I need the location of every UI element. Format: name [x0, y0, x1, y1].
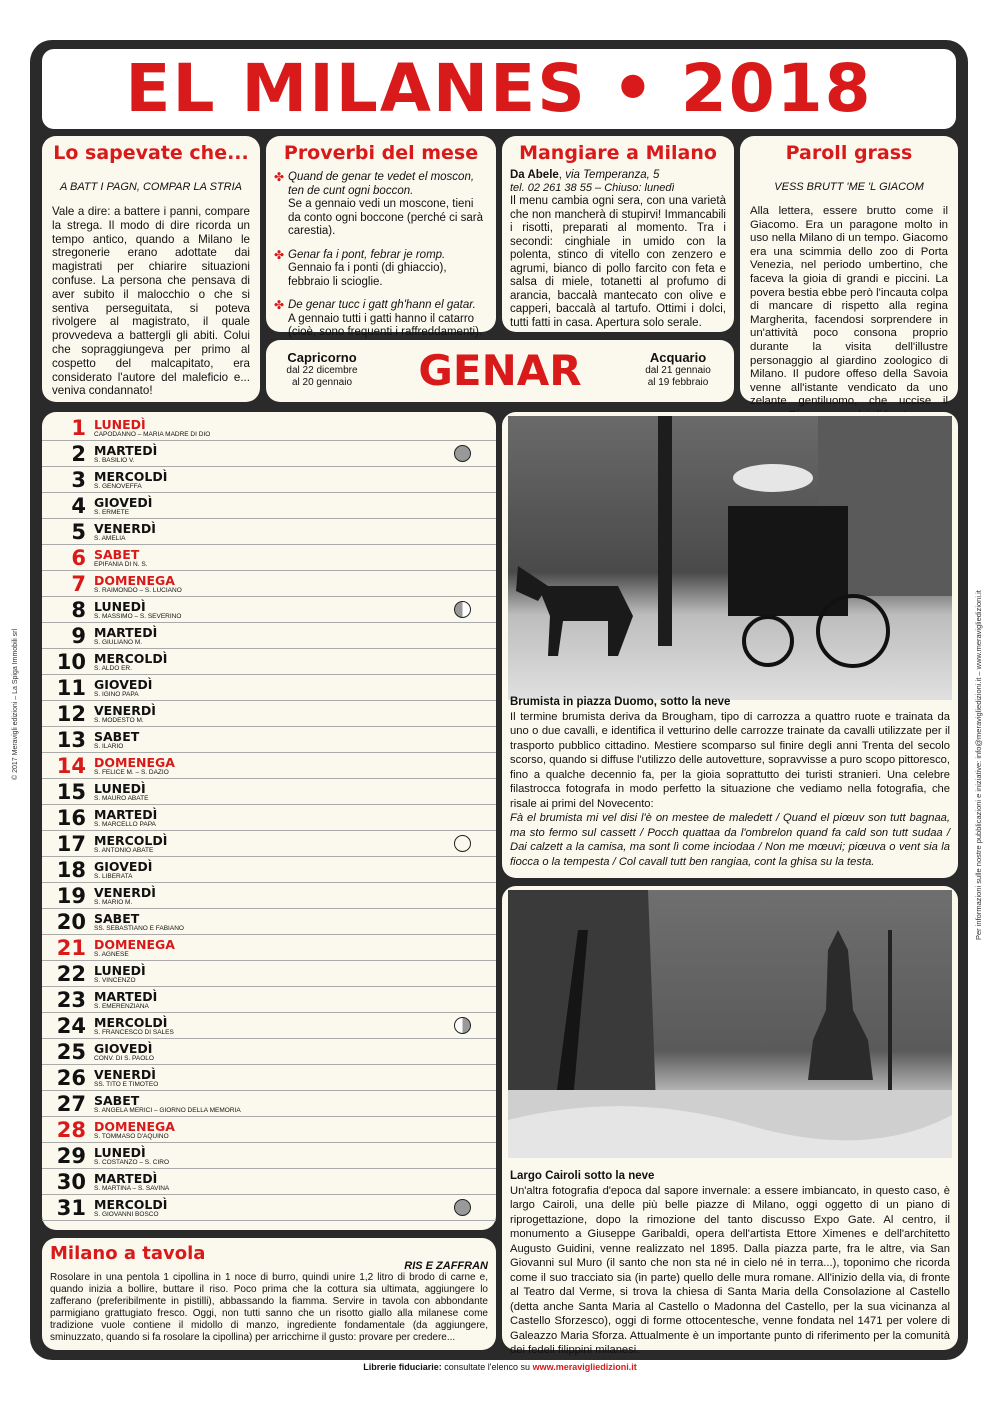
moon-phase-icon	[454, 835, 471, 852]
day-row	[42, 935, 496, 961]
day-row	[42, 1169, 496, 1195]
day-number: 13	[56, 728, 86, 752]
footer-label: Librerie fiduciarie:	[363, 1362, 442, 1372]
cross-icon: ✤	[274, 298, 285, 312]
day-saint: S. RAIMONDO – S. LUCIANO	[94, 587, 182, 594]
day-saint: S. GIOVANNI BOSCO	[94, 1211, 159, 1218]
zodiac-right	[628, 350, 728, 389]
day-row	[42, 987, 496, 1013]
day-weekday: DOMENEGA	[94, 937, 175, 952]
month-banner	[266, 340, 734, 402]
day-weekday: GIOVEDÌ	[94, 859, 153, 874]
day-saint: S. MASSIMO – S. SEVERINO	[94, 613, 182, 620]
proverbs-list	[274, 171, 488, 340]
day-row	[42, 753, 496, 779]
day-weekday: MARTEDÌ	[94, 1171, 158, 1186]
day-number: 29	[56, 1144, 86, 1168]
day-row	[42, 857, 496, 883]
page-title: EL MILANES • 2018	[42, 49, 956, 129]
day-number: 25	[56, 1040, 86, 1064]
day-row	[42, 1143, 496, 1169]
photo2-caption-title: Largo Cairoli sotto la neve	[510, 1170, 655, 1182]
day-weekday: LUNEDÌ	[94, 599, 146, 614]
recipe-box	[42, 1238, 496, 1350]
day-weekday: LUNEDÌ	[94, 963, 146, 978]
day-number: 6	[71, 546, 86, 570]
month-name: GENAR	[418, 346, 582, 395]
recipe-text: Rosolare in una pentola 1 cipollina in 1 noce di burro, quindi unire 1,2 litro di brodo di carne e, quando inizia a bollire, buttare il riso. Poco prima che la cottura sia ultimata, aggiungere lo zafferano (preferibilmente in pistilli), abbassando la fiamma. Servire in tavola con abbondante parmigiano grattugiato fresco. Oggi, non tutti sanno che un risotto giallo alla milanese come tradizione vuole contiene il midollo di manzo, ingrediente fondamentale (da aggiungere, sminuzzato, quando si fa rosolare la cipollina) per arricchirne il gusto: provare per credere...	[50, 1272, 488, 1343]
day-saint: S. ANTONIO ABATE	[94, 847, 154, 854]
day-weekday: SABET	[94, 911, 140, 926]
photo-panel-1	[502, 412, 958, 878]
day-saint: S. VINCENZO	[94, 977, 136, 984]
zodiac-left-dates: dal 22 dicembre al 20 gennaio	[286, 365, 358, 388]
day-row	[42, 675, 496, 701]
footer	[0, 1362, 1000, 1372]
day-row	[42, 961, 496, 987]
did-you-know-subtitle: A BATT I PAGN, COMPAR LA STRIA	[60, 181, 242, 193]
day-number: 19	[56, 884, 86, 908]
day-row	[42, 1195, 496, 1221]
day-row	[42, 1039, 496, 1065]
day-number: 5	[71, 520, 86, 544]
day-number: 18	[56, 858, 86, 882]
day-number: 27	[56, 1092, 86, 1116]
photo1-caption	[510, 695, 950, 869]
info-text: Per informazioni sulle nostre pubblicazioni e iniziative: info@meravigliedizioni.it – www.meravigliedizioni.it	[974, 590, 983, 940]
day-number: 21	[56, 936, 86, 960]
day-row	[42, 727, 496, 753]
footer-text: consultate l'elenco su	[444, 1362, 531, 1372]
moon-phase-icon	[454, 1199, 471, 1216]
recipe-subtitle: RIS E ZAFFRAN	[404, 1260, 488, 1272]
day-saint: S. IGINO PAPA	[94, 691, 139, 698]
day-saint: CONV. DI S. PAOLO	[94, 1055, 154, 1062]
day-row	[42, 909, 496, 935]
day-weekday: LUNEDÌ	[94, 417, 146, 432]
day-number: 1	[71, 416, 86, 440]
day-row	[42, 649, 496, 675]
day-number: 14	[56, 754, 86, 778]
day-number: 30	[56, 1170, 86, 1194]
day-weekday: DOMENEGA	[94, 1119, 175, 1134]
photo2-caption	[510, 1169, 950, 1358]
slang-subtitle: VESS BRUTT 'ME 'L GIACOM	[774, 181, 924, 193]
day-row	[42, 805, 496, 831]
proverb-translation: A gennaio tutti i gatti hanno il catarro (cioè, sono frequenti i raffreddamenti).	[288, 312, 483, 338]
day-saint: S. FELICE M. – S. DAZIO	[94, 769, 169, 776]
day-number: 20	[56, 910, 86, 934]
day-weekday: MARTEDÌ	[94, 807, 158, 822]
restaurant-phone: tel. 02 261 38 55 – Chiuso: lunedì	[510, 182, 675, 194]
day-saint: S. GIULIANO M.	[94, 639, 143, 646]
day-number: 9	[71, 624, 86, 648]
proverb-item	[274, 249, 488, 290]
day-saint: S. MARCELLO PAPA	[94, 821, 156, 828]
day-weekday: MERCOLDÌ	[94, 651, 168, 666]
day-row	[42, 597, 496, 623]
day-saint: S. MARIO M.	[94, 899, 133, 906]
day-weekday: VENERDÌ	[94, 521, 156, 536]
day-saint: S. TOMMASO D'AQUINO	[94, 1133, 169, 1140]
day-weekday: MERCOLDÌ	[94, 833, 168, 848]
day-saint: S. GENOVEFFA	[94, 483, 142, 490]
zodiac-left-sign: Capricorno	[287, 350, 357, 365]
day-row	[42, 831, 496, 857]
day-saint: S. MODESTO M.	[94, 717, 144, 724]
day-number: 2	[71, 442, 86, 466]
day-saint: S. ILARIO	[94, 743, 124, 750]
zodiac-right-sign: Acquario	[649, 350, 707, 365]
photo1-verse: Fà el brumista mi vel disi l'è on mestee de maledett / Quand el piœuv son tutt bagnaa, ma sto fermo sul cassett / Pocch quattaa da l'ombrelon quand fa cald son tutt sudaa / Dai calzett a la camisa, ma sont lì come inciodaa / Non me mœuvi; piœuva o vent sia la fiocca o la tempesta / Col cavall tutt ben rangiaa, cont la ghisa su la testa.	[510, 812, 950, 868]
day-row	[42, 883, 496, 909]
moon-phase-icon	[454, 1017, 471, 1034]
day-saint: EPIFANIA DI N. S.	[94, 561, 148, 568]
day-number: 23	[56, 988, 86, 1012]
day-number: 24	[56, 1014, 86, 1038]
day-weekday: MERCOLDÌ	[94, 1197, 168, 1212]
day-row	[42, 1091, 496, 1117]
day-saint: S. FRANCESCO DI SALES	[94, 1029, 174, 1036]
day-weekday: SABET	[94, 547, 140, 562]
zodiac-right-dates: dal 21 gennaio al 19 febbraio	[645, 365, 711, 388]
moon-phase-icon	[454, 601, 471, 618]
day-weekday: LUNEDÌ	[94, 1145, 146, 1160]
proverb-translation: Se a gennaio vedi un moscone, tieni da conto ogni boccone (perché ci sarà carestia).	[288, 198, 483, 237]
day-saint: S. MARTINA – S. SAVINA	[94, 1185, 170, 1192]
footer-link[interactable]: www.meravigliedizioni.it	[532, 1362, 637, 1372]
day-saint: S. EMERENZIANA	[94, 1003, 149, 1010]
day-row	[42, 1117, 496, 1143]
proverb-translation: Gennaio fa i ponti (di ghiaccio), febbraio li scioglie.	[288, 262, 447, 288]
proverb-item	[274, 171, 488, 239]
day-number: 3	[71, 468, 86, 492]
day-saint: SS. TITO E TIMOTEO	[94, 1081, 159, 1088]
day-number: 11	[56, 676, 86, 700]
day-number: 31	[56, 1196, 86, 1220]
days-list	[42, 412, 496, 1230]
day-saint: S. ERMETE	[94, 509, 130, 516]
day-number: 17	[56, 832, 86, 856]
restaurant-text: Il menu cambia ogni sera, con una varietà che non mancherà di stupirvi! Immancabili i risotti, preparati al momento. Tra i secondi: cinghiale in umido con la polenta, stinco di vitello con zenzero e agrumi, bianco di pollo farcito con feta e salsa di miele, totanetti al profumo di arancia, baccalà mantecato con olive e capperi, baccalà al tartufo. Ottimi i dolci, tutti fatti in casa. Apertura solo serale.	[510, 195, 726, 329]
slang-title: Paroll grass	[785, 142, 913, 164]
day-weekday: GIOVEDÌ	[94, 1041, 153, 1056]
day-row	[42, 701, 496, 727]
photo-brumista	[508, 416, 952, 700]
day-row	[42, 1065, 496, 1091]
day-weekday: MARTEDÌ	[94, 443, 158, 458]
day-saint: S. COSTANZO – S. CIRO	[94, 1159, 170, 1166]
day-number: 26	[56, 1066, 86, 1090]
day-weekday: LUNEDÌ	[94, 781, 146, 796]
eating-title: Mangiare a Milano	[519, 142, 717, 164]
day-number: 12	[56, 702, 86, 726]
cross-icon: ✤	[274, 170, 285, 184]
day-weekday: MARTEDÌ	[94, 989, 158, 1004]
photo1-caption-text: Il termine brumista deriva da Brougham, tipo di carrozza a quattro ruote e trainata da uno o due cavalli, e identifica il vetturino delle carrozze trainate da cavalli utilizzate per il trasporto pubblico cittadino. Mestiere scomparso sul finire degli anni Trenta del secolo scorso, quando si diffuse l'utilizzo delle autovetture, sopravvisse a puro scopo pittoresco, fino a qualche decennio fa, per la gioia soprattutto dei turisti stranieri. Una celebre filastrocca fotografa in modo perfetto la situazione che vediamo nella fotografia, che risale ai primi del Novecento:	[510, 710, 950, 810]
slang-box	[740, 136, 958, 408]
day-row	[42, 1013, 496, 1039]
day-weekday: DOMENEGA	[94, 573, 175, 588]
proverbs-title: Proverbi del mese	[283, 142, 479, 164]
day-number: 16	[56, 806, 86, 830]
day-number: 15	[56, 780, 86, 804]
day-weekday: DOMENEGA	[94, 755, 175, 770]
day-weekday: SABET	[94, 1093, 140, 1108]
slang-text: Alla lettera, essere brutto come il Giacomo. Era un paragone molto in uso nella Milano di un tempo. Giacomo era una scimmia dello zoo di Porta Venezia, nel periodo umbertino, che faceva la gioia di grandi e piccini. La povera bestia ebbe però l'incauta colpa di mancare di rispetto alla regina Margherita, facendosi sorprendere in un'attività poco consona proprio durante la visita dell'illustre personaggio al giardino zoologico di Milano. Il pudore offeso della Savoia venne all'istante vendicato da uno zelante gentiluomo, che uccise il	[750, 205, 948, 408]
did-you-know-box	[42, 136, 260, 402]
proverb-item	[274, 299, 488, 340]
proverbs-box	[266, 136, 496, 338]
day-saint: CAPODANNO – MARIA MADRE DI DIO	[94, 431, 211, 438]
day-row	[42, 493, 496, 519]
day-saint: S. ANGELA MERICI – GIORNO DELLA MEMORIA	[94, 1107, 241, 1114]
day-row	[42, 441, 496, 467]
day-row	[42, 571, 496, 597]
did-you-know-text: Vale a dire: a battere i panni, compare la strega. Il modo di dire ricorda un tempo antico, quando a Milano le stregonerie erano adottate dai magistrati per chiarire situazioni confuse. La persona che pensava di aver subito il malocchio o che si sentiva perseguitata, si poteva rivolgere al magistrato, il quale provvedeva a battergli gli abiti. Colui che sopraggiungeva per primo al cospetto del malcapitato, era considerato l'autore del maleficio e... veniva condannato!	[52, 205, 250, 398]
proverb-dialect: Quand de genar te vedet el moscon, ten de cunt ogni boccon.	[288, 171, 475, 197]
day-row	[42, 415, 496, 441]
day-weekday: SABET	[94, 729, 140, 744]
day-number: 10	[56, 650, 86, 674]
day-saint: SS. SEBASTIANO E FABIANO	[94, 925, 184, 932]
day-row	[42, 623, 496, 649]
zodiac-left	[272, 350, 372, 389]
day-weekday: GIOVEDÌ	[94, 495, 153, 510]
day-weekday: VENERDÌ	[94, 703, 156, 718]
photo1-caption-title: Brumista in piazza Duomo, sotto la neve	[510, 696, 731, 708]
proverb-dialect: Genar fa i pont, febrar je romp.	[288, 248, 446, 261]
day-saint: S. AGNESE	[94, 951, 129, 958]
day-row	[42, 467, 496, 493]
day-number: 28	[56, 1118, 86, 1142]
cross-icon: ✤	[274, 247, 285, 262]
moon-phase-icon	[454, 445, 471, 462]
day-weekday: MERCOLDÌ	[94, 469, 168, 484]
day-saint: S. AMELIA	[94, 535, 126, 542]
day-weekday: VENERDÌ	[94, 1067, 156, 1082]
day-saint: S. LIBERATA	[94, 873, 133, 880]
photo-panel-2	[502, 886, 958, 1356]
day-number: 4	[71, 494, 86, 518]
day-number: 8	[71, 598, 86, 622]
day-saint: S. BASILIO V.	[94, 457, 135, 464]
photo2-caption-text: Un'altra fotografia d'epoca dal sapore invernale: a essere imbiancato, in questo caso, è largo Cairoli, una delle più belle piazze di Milano, oggi oggetto di un piano di riprogettazione, dopo la rimozione del tanto discusso Expo Gate. Al centro, il monumento a Giuseppe Garibaldi, opera dell'artista Ettore Ximenes e dell'architetto Augusto Guidini, venne realizzato nel 1895. Dalla piazza parte, fra le altre, via San Giovanni sul Muro (il santo che non sta né in cielo né in terra...), toponimo che ricorda come il suo tracciato sia (in parte) quello delle mura romane. All'inizio della via, di fronte al Teatro dal Verme, si trova la chiesa di Santa Maria della Consolazione al Castello (detta anche Santa Maria al Castello o Madonna del Castello, per la sua vicinanza al Castello Sforzesco), oggi di forme ottocentesche, venne fondata nel 1471 per volere di Galeazzo Maria Sforza. Attualmente è un importante punto di riferimento per la comunità dei fedeli filippini milanesi.	[510, 1184, 950, 1356]
day-row	[42, 545, 496, 571]
day-number: 7	[71, 572, 86, 596]
did-you-know-title: Lo sapevate che...	[53, 142, 249, 164]
day-saint: S. ALDO ER.	[94, 665, 132, 672]
day-number: 22	[56, 962, 86, 986]
day-weekday: GIOVEDÌ	[94, 677, 153, 692]
restaurant-address: via Temperanza, 5	[565, 169, 660, 181]
photo-largo-cairoli	[508, 890, 952, 1158]
recipe-title: Milano a tavola	[50, 1243, 206, 1264]
proverb-dialect: De genar tucc i gatt gh'hann el gatar.	[288, 299, 476, 311]
day-weekday: MARTEDÌ	[94, 625, 158, 640]
day-saint: S. MAURO ABATE	[94, 795, 149, 802]
day-row	[42, 779, 496, 805]
eating-in-milan-box: Mangiare a Milano Da Abele, via Temperanza, 5 tel. 02 261 38 55 – Chiuso: lunedì Il menu cambia ogni sera, con una varietà che non mancherà di stupirvi! Immancabili i risotti, preparati al momento. Tra i secondi: cinghiale in umido con la polenta, stinco di vitello con zenzero e agrumi, bianco di pollo farcito con feta e salsa di miele, totanetti al profumo di arancia, baccalà mantecato con olive e capperi, baccalà al tartufo. Ottimi i dolci, tutti fatti in casa. Apertura solo serale.	[502, 136, 734, 332]
day-weekday: MERCOLDÌ	[94, 1015, 168, 1030]
restaurant-name: Da Abele	[510, 169, 559, 181]
day-row	[42, 519, 496, 545]
day-weekday: VENERDÌ	[94, 885, 156, 900]
copyright-text: © 2017 Meravigli edizioni – La Spiga Immobili srl	[12, 628, 19, 780]
